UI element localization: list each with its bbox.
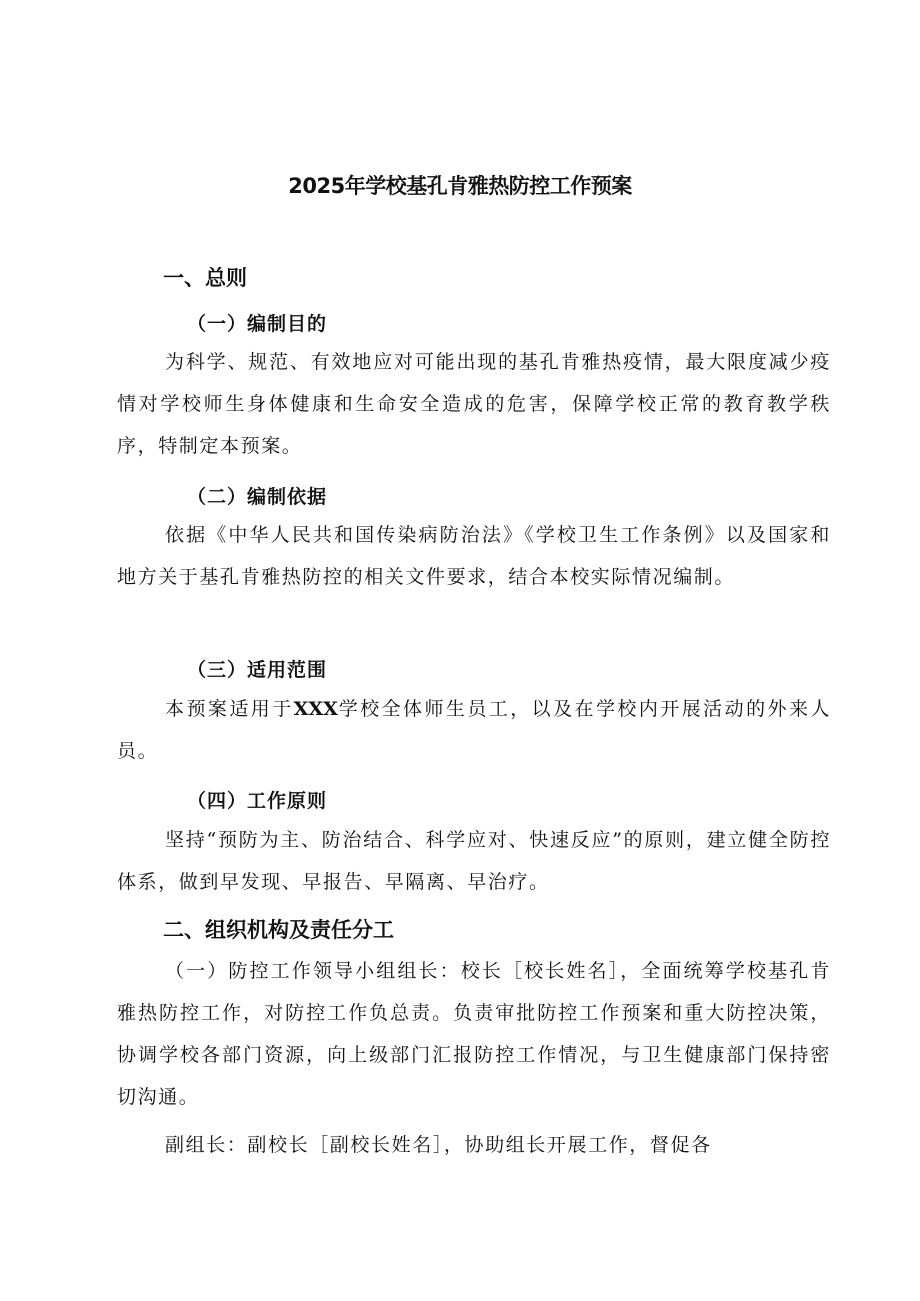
paragraph-purpose: 为科学、规范、有效地应对可能出现的基孔肯雅热疫情，最大限度减少疫情对学校师生身体健康和生命安全造成的危害，保障学校正常的教育教学秩序，特制定本预案。 bbox=[117, 351, 831, 457]
subsection-heading-principles: （四）工作原则 bbox=[187, 790, 328, 812]
paragraph-deputy-leader: 副组长：副校长［副校长姓名］，协助组长开展工作，督促各 bbox=[165, 1134, 712, 1156]
scope-text-before: 本预案适用于 bbox=[165, 698, 294, 720]
section-heading-general: 一、总则 bbox=[163, 266, 247, 290]
subsection-heading-purpose: （一）编制目的 bbox=[187, 313, 328, 335]
paragraph-principles: 坚持“预防为主、防治结合、科学应对、快速反应”的原则，建立健全防控体系，做到早发现、早报告、早隔离、早治疗。 bbox=[117, 829, 831, 893]
paragraph-basis: 依据《中华人民共和国传染病防治法》《学校卫生工作条例》以及国家和地方关于基孔肯雅热防控的相关文件要求，结合本校实际情况编制。 bbox=[117, 524, 831, 588]
school-name-placeholder: XXX bbox=[293, 698, 338, 720]
paragraph-leader: （一）防控工作领导小组组长：校长［校长姓名］，全面统筹学校基孔肯雅热防控工作，对防控工作负总责。负责审批防控工作预案和重大防控决策，协调学校各部门资源，向上级部门汇报防控工作情况，与卫生健康部门保持密切沟通。 bbox=[117, 960, 831, 1108]
scope-text-after: 学校全体师生员工，以及在学校内开展活动的外来人员。 bbox=[117, 698, 831, 762]
section-heading-organization: 二、组织机构及责任分工 bbox=[163, 918, 394, 942]
paragraph-scope bbox=[117, 688, 831, 772]
subsection-heading-scope: （三）适用范围 bbox=[187, 659, 328, 681]
subsection-heading-basis: （二）编制依据 bbox=[187, 486, 328, 508]
document-title: 2025年学校基孔肯雅热防控工作预案 bbox=[288, 174, 632, 198]
